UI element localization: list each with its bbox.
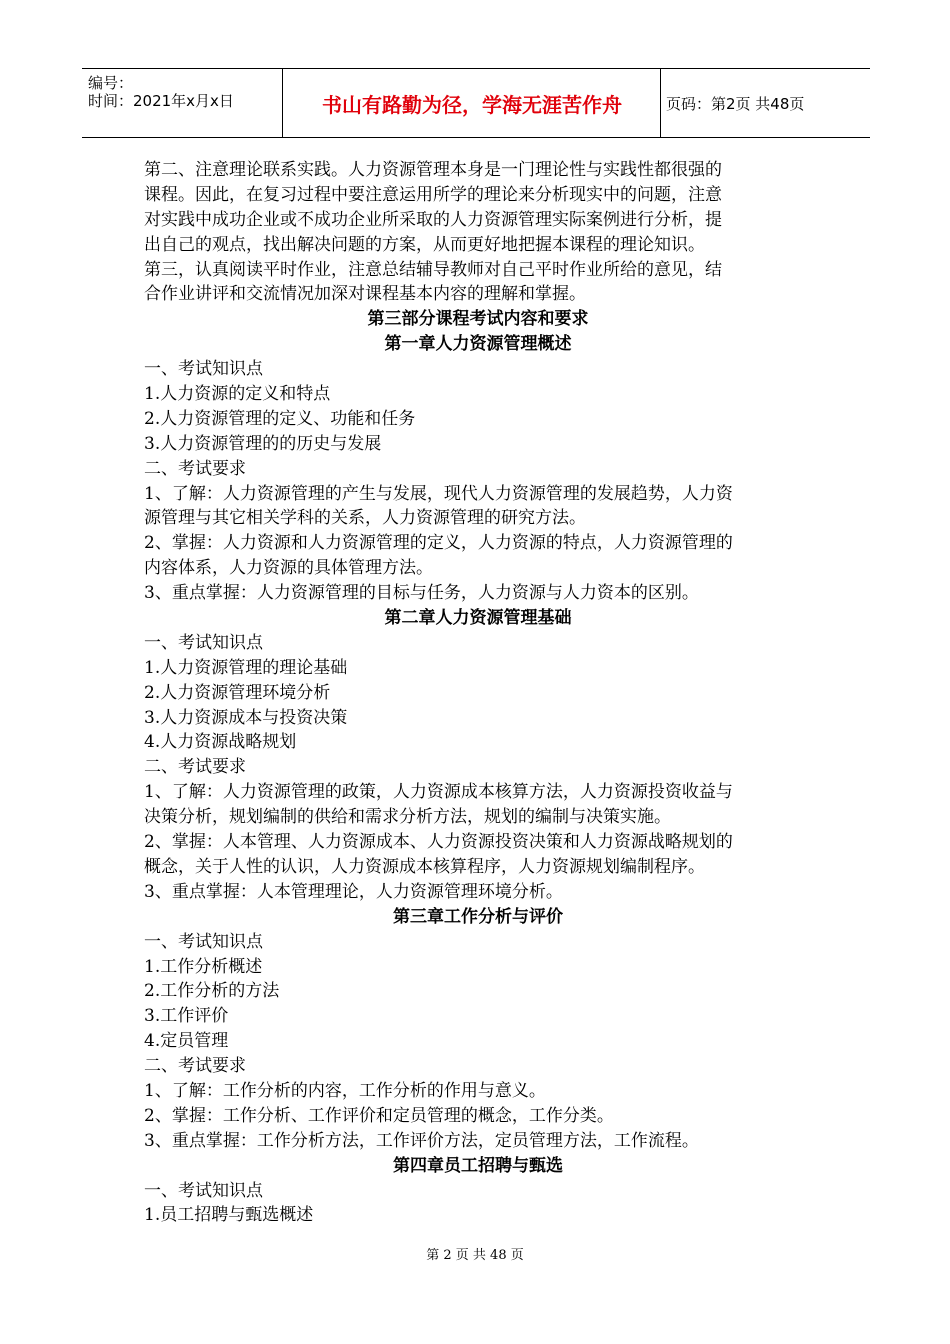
text-line: 第二、注意理论联系实践。人力资源管理本身是一门理论性与实践性都很强的	[144, 160, 722, 180]
header-date-label: 时间：2021年x月x日	[88, 92, 234, 110]
text-line: 1、了解：人力资源管理的产生与发展，现代人力资源管理的发展趋势，人力资	[144, 483, 733, 504]
section-heading: 第四章员工招聘与甄选	[393, 1155, 563, 1176]
header-divider-left	[282, 69, 283, 137]
text-line: 二、考试要求	[144, 458, 246, 479]
text-line: 一、考试知识点	[144, 359, 263, 380]
text-line: 1.人力资源的定义和特点	[144, 384, 331, 405]
text-line: 二、考试要求	[144, 1056, 246, 1077]
text-line: 第三，认真阅读平时作业，注意总结辅导教师对自己平时作业所给的意见，结	[144, 259, 722, 280]
page-header	[82, 68, 870, 138]
text-line: 决策分析，规划编制的供给和需求分析方法，规划的编制与决策实施。	[144, 807, 671, 828]
header-divider-right	[660, 69, 661, 137]
text-line: 二、考试要求	[144, 757, 246, 778]
text-line: 2、掌握：人力资源和人力资源管理的定义，人力资源的特点，人力资源管理的	[144, 533, 733, 554]
text-line: 1、了解：人力资源管理的政策，人力资源成本核算方法，人力资源投资收益与	[144, 782, 733, 803]
text-line: 对实践中成功企业或不成功企业所采取的人力资源管理实际案例进行分析，提	[144, 209, 722, 230]
text-line: 一、考试知识点	[144, 1180, 263, 1201]
header-page-label: 页码：第2页 共48页	[666, 94, 805, 113]
text-line: 1.工作分析概述	[144, 956, 263, 977]
header-meta	[82, 69, 282, 137]
text-line: 4.人力资源战略规划	[144, 732, 297, 753]
page-footer: 第 2 页 共 48 页	[426, 1248, 524, 1263]
text-line: 1、了解：工作分析的内容，工作分析的作用与意义。	[144, 1080, 546, 1101]
text-line: 一、考试知识点	[144, 931, 263, 952]
text-line: 源管理与其它相关学科的关系，人力资源管理的研究方法。	[144, 508, 586, 529]
text-line: 内容体系，人力资源的具体管理方法。	[144, 558, 433, 579]
text-line: 3、重点掌握：工作分析方法，工作评价方法，定员管理方法，工作流程。	[144, 1130, 699, 1151]
text-line: 3、重点掌握：人本管理理论，人力资源管理环境分析。	[144, 881, 563, 902]
text-line: 2.人力资源管理环境分析	[144, 682, 331, 703]
text-line: 3、重点掌握：人力资源管理的目标与任务，人力资源与人力资本的区别。	[144, 583, 699, 604]
header-number-label: 编号：	[88, 74, 134, 92]
document-body	[144, 158, 812, 1228]
text-line: 2.人力资源管理的定义、功能和任务	[144, 408, 416, 429]
text-line: 4.定员管理	[144, 1031, 229, 1052]
text-line: 概念，关于人性的认识，人力资源成本核算程序，人力资源规划编制程序。	[144, 856, 705, 877]
text-line: 2、掌握：人本管理、人力资源成本、人力资源投资决策和人力资源战略规划的	[144, 832, 733, 853]
section-heading: 第一章人力资源管理概述	[384, 334, 572, 355]
text-line: 合作业讲评和交流情况加深对课程基本内容的理解和掌握。	[144, 284, 586, 305]
text-line: 2、掌握：工作分析、工作评价和定员管理的概念，工作分类。	[144, 1105, 614, 1126]
text-line: 课程。因此，在复习过程中要注意运用所学的理论来分析现实中的问题，注意	[144, 184, 722, 205]
text-line: 2.工作分析的方法	[144, 981, 280, 1002]
section-heading: 第三章工作分析与评价	[393, 906, 563, 927]
section-heading: 第二章人力资源管理基础	[384, 608, 572, 629]
text-line: 1.人力资源管理的理论基础	[144, 657, 348, 678]
text-line: 一、考试知识点	[144, 632, 263, 653]
header-motto: 书山有路勤为径，学海无涯苦作舟	[322, 92, 622, 117]
section-heading: 第三部分课程考试内容和要求	[367, 309, 589, 330]
text-line: 3.人力资源管理的的历史与发展	[144, 433, 382, 454]
text-line: 1.员工招聘与甄选概述	[144, 1205, 314, 1226]
text-line: 3.人力资源成本与投资决策	[144, 707, 348, 728]
text-line: 出自己的观点，找出解决问题的方案，从而更好地把握本课程的理论知识。	[144, 234, 705, 255]
text-line: 3.工作评价	[144, 1006, 229, 1027]
